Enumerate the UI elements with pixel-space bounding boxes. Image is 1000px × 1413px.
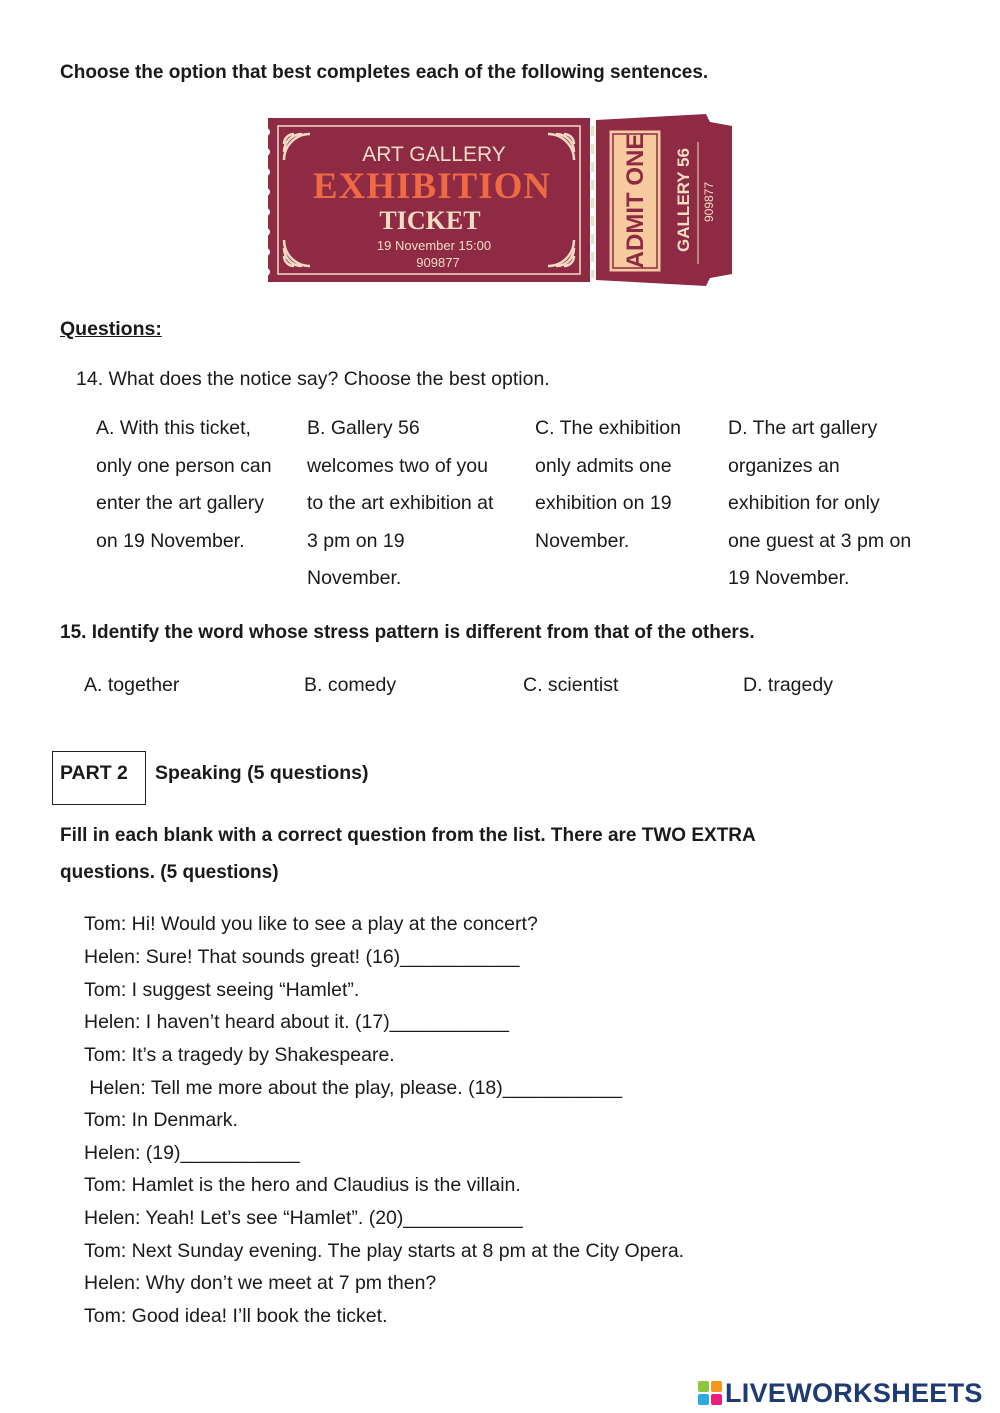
question-15-option-d[interactable]: D. tragedy — [743, 674, 833, 696]
option-line: A. With this ticket, — [96, 417, 251, 439]
option-line: 3 pm on 19 — [307, 529, 405, 552]
dialogue-line-blank-20[interactable]: Helen: Yeah! Let’s see “Hamlet”. (20)___________ — [84, 1207, 523, 1229]
dialogue-line-blank-17[interactable]: Helen: I haven’t heard about it. (17)___________ — [84, 1011, 509, 1033]
dialogue-line: Tom: It’s a tragedy by Shakespeare. — [84, 1044, 395, 1066]
question-15-option-a[interactable]: A. together — [84, 674, 180, 696]
dialogue-line: Tom: Next Sunday evening. The play starts at 8 pm at the City Opera. — [84, 1240, 685, 1262]
logo-square — [711, 1381, 722, 1392]
dialogue-line: Tom: Hamlet is the hero and Claudius is the villain. — [84, 1174, 521, 1196]
logo-text: LIVEWORKSHEETS — [725, 1377, 983, 1408]
question-15-option-b[interactable]: B. comedy — [304, 674, 397, 696]
option-line: to the art exhibition at — [307, 492, 494, 515]
part-2-instruction-line2: questions. (5 questions) — [60, 862, 279, 883]
option-line: 19 November. — [728, 567, 850, 590]
option-line: organizes an — [728, 454, 840, 477]
dialogue-line-blank-16[interactable]: Helen: Sure! That sounds great! (16)___________ — [84, 946, 520, 968]
option-line: exhibition for only — [728, 492, 880, 515]
part-2-instruction-line1: Fill in each blank with a correct question from the list. There are TWO EXTRA — [60, 825, 756, 846]
dialogue-line-blank-18[interactable]: Helen: Tell me more about the play, please. (18)___________ — [84, 1077, 623, 1099]
ticket-number: 909877 — [416, 255, 460, 270]
ticket-line1: ART GALLERY — [362, 143, 506, 166]
questions-heading: Questions: — [60, 318, 162, 340]
option-line: one guest at 3 pm on — [728, 529, 912, 552]
question-14-option-b[interactable] — [307, 410, 493, 598]
logo-square — [698, 1381, 709, 1392]
dialogue-line: Tom: In Denmark. — [84, 1109, 238, 1131]
option-line: enter the art gallery — [96, 492, 265, 515]
question-15-prompt: 15. Identify the word whose stress pattern is different from that of the others. — [60, 622, 755, 643]
ticket-date-time: 19 November 15:00 — [376, 238, 492, 253]
option-line: November. — [535, 529, 630, 552]
question-15-option-c[interactable]: C. scientist — [523, 674, 619, 696]
option-line: November. — [307, 567, 402, 590]
ticket-stub-admit: ADMIT ONE — [622, 133, 649, 269]
option-line: B. Gallery 56 — [307, 417, 420, 439]
part-2-title: Speaking (5 questions) — [155, 762, 369, 784]
dialogue-line: Helen: Why don’t we meet at 7 pm then? — [84, 1272, 437, 1294]
logo-mark-icon — [698, 1381, 722, 1405]
question-14-option-a[interactable] — [96, 410, 272, 560]
dialogue-line-blank-19[interactable]: Helen: (19)___________ — [84, 1142, 300, 1164]
ticket-line3: TICKET — [379, 206, 481, 235]
question-14-prompt: 14. What does the notice say? Choose the best option. — [76, 368, 550, 390]
option-line: welcomes two of you — [307, 454, 488, 477]
exhibition-ticket — [262, 112, 734, 288]
dialogue-line: Tom: Good idea! I’ll book the ticket. — [84, 1305, 388, 1327]
liveworksheets-logo[interactable] — [698, 1378, 983, 1408]
question-14-option-d[interactable] — [728, 410, 911, 598]
ticket-stub-number: 909877 — [702, 181, 716, 223]
option-line: D. The art gallery — [728, 417, 878, 439]
logo-square — [698, 1394, 709, 1405]
option-line: only admits one — [535, 454, 672, 477]
ticket-line2: EXHIBITION — [312, 166, 552, 207]
instruction: Choose the option that best completes each of the following sentences. — [60, 62, 709, 83]
option-line: C. The exhibition — [535, 417, 681, 439]
dialogue-line: Tom: I suggest seeing “Hamlet”. — [84, 979, 360, 1001]
option-line: only one person can — [96, 454, 272, 477]
option-line: exhibition on 19 — [535, 492, 672, 515]
dialogue-line: Tom: Hi! Would you like to see a play at the concert? — [84, 913, 538, 935]
part-2-label: PART 2 — [60, 762, 128, 784]
ticket-stub-gallery: GALLERY 56 — [674, 148, 693, 252]
question-14-option-c[interactable] — [535, 410, 681, 560]
logo-square — [711, 1394, 722, 1405]
option-line: on 19 November. — [96, 529, 245, 552]
